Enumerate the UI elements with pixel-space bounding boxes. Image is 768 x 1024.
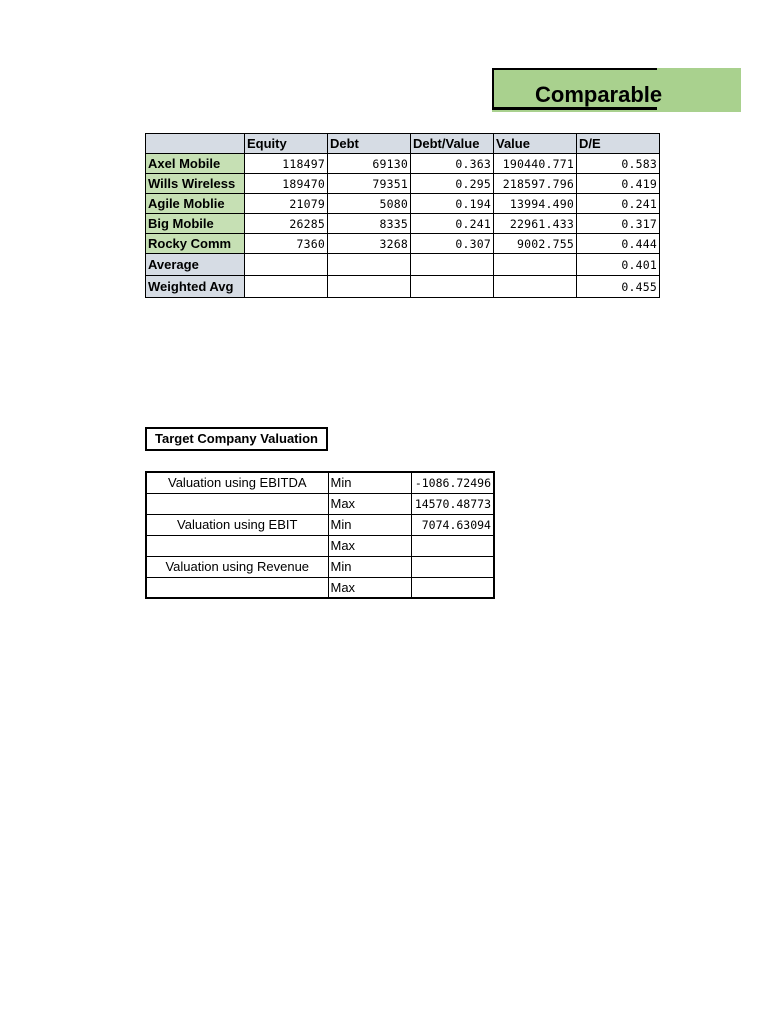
company-name-cell[interactable]: Agile Moblie <box>146 194 245 214</box>
method-cell[interactable] <box>146 493 328 514</box>
table-header-row <box>146 134 660 154</box>
comparables-table <box>145 133 660 298</box>
bound-cell[interactable]: Max <box>328 535 411 556</box>
empty-cell[interactable] <box>328 254 411 276</box>
table-row <box>146 214 660 234</box>
company-name-cell[interactable]: Axel Mobile <box>146 154 245 174</box>
weighted-de-cell[interactable]: 0.455 <box>577 276 660 298</box>
bound-cell[interactable]: Max <box>328 577 411 598</box>
method-cell[interactable]: Valuation using EBITDA <box>146 472 328 493</box>
table-row <box>146 556 494 577</box>
table-row <box>146 493 494 514</box>
header-cell[interactable]: Debt <box>328 134 411 154</box>
equity-cell[interactable]: 21079 <box>245 194 328 214</box>
bound-cell[interactable]: Min <box>328 514 411 535</box>
table-row <box>146 194 660 214</box>
debt-value-cell[interactable]: 0.307 <box>411 234 494 254</box>
valuation-value-cell[interactable] <box>411 556 494 577</box>
bound-cell[interactable]: Min <box>328 556 411 577</box>
weighted-label-cell[interactable]: Weighted Avg <box>146 276 245 298</box>
header-cell[interactable]: D/E <box>577 134 660 154</box>
average-label-cell[interactable]: Average <box>146 254 245 276</box>
valuation-value-cell[interactable]: 14570.48773 <box>411 493 494 514</box>
empty-cell[interactable] <box>245 276 328 298</box>
de-cell[interactable]: 0.444 <box>577 234 660 254</box>
method-cell[interactable]: Valuation using EBIT <box>146 514 328 535</box>
equity-cell[interactable]: 189470 <box>245 174 328 194</box>
empty-cell[interactable] <box>411 276 494 298</box>
target-valuation-label[interactable]: Target Company Valuation <box>145 427 328 451</box>
empty-cell[interactable] <box>494 276 577 298</box>
de-cell[interactable]: 0.241 <box>577 194 660 214</box>
value-cell[interactable]: 13994.490 <box>494 194 577 214</box>
debt-value-cell[interactable]: 0.241 <box>411 214 494 234</box>
debt-value-cell[interactable]: 0.194 <box>411 194 494 214</box>
company-name-cell[interactable]: Rocky Comm <box>146 234 245 254</box>
debt-cell[interactable]: 79351 <box>328 174 411 194</box>
value-cell[interactable]: 9002.755 <box>494 234 577 254</box>
table-row <box>146 174 660 194</box>
empty-cell[interactable] <box>245 254 328 276</box>
table-row <box>146 234 660 254</box>
method-cell[interactable] <box>146 577 328 598</box>
table-row <box>146 472 494 493</box>
valuation-value-cell[interactable] <box>411 577 494 598</box>
valuation-value-cell[interactable]: 7074.63094 <box>411 514 494 535</box>
debt-cell[interactable]: 3268 <box>328 234 411 254</box>
de-cell[interactable]: 0.583 <box>577 154 660 174</box>
average-de-cell[interactable]: 0.401 <box>577 254 660 276</box>
header-cell[interactable] <box>146 134 245 154</box>
table-row <box>146 577 494 598</box>
header-cell[interactable]: Value <box>494 134 577 154</box>
debt-cell[interactable]: 5080 <box>328 194 411 214</box>
page-title: Comparable <box>535 82 663 107</box>
table-row <box>146 154 660 174</box>
empty-cell[interactable] <box>328 276 411 298</box>
equity-cell[interactable]: 26285 <box>245 214 328 234</box>
company-name-cell[interactable]: Big Mobile <box>146 214 245 234</box>
debt-cell[interactable]: 8335 <box>328 214 411 234</box>
debt-value-cell[interactable]: 0.363 <box>411 154 494 174</box>
debt-value-cell[interactable]: 0.295 <box>411 174 494 194</box>
de-cell[interactable]: 0.419 <box>577 174 660 194</box>
empty-cell[interactable] <box>494 254 577 276</box>
company-name-cell[interactable]: Wills Wireless <box>146 174 245 194</box>
de-cell[interactable]: 0.317 <box>577 214 660 234</box>
header-cell[interactable]: Debt/Value <box>411 134 494 154</box>
method-cell[interactable]: Valuation using Revenue <box>146 556 328 577</box>
valuation-value-cell[interactable] <box>411 535 494 556</box>
value-cell[interactable]: 22961.433 <box>494 214 577 234</box>
weighted-avg-row <box>146 276 660 298</box>
valuation-table <box>145 471 495 599</box>
table-row <box>146 535 494 556</box>
value-cell[interactable]: 218597.796 <box>494 174 577 194</box>
method-cell[interactable] <box>146 535 328 556</box>
equity-cell[interactable]: 118497 <box>245 154 328 174</box>
bound-cell[interactable]: Max <box>328 493 411 514</box>
valuation-value-cell[interactable]: -1086.72496 <box>411 472 494 493</box>
bound-cell[interactable]: Min <box>328 472 411 493</box>
equity-cell[interactable]: 7360 <box>245 234 328 254</box>
empty-cell[interactable] <box>411 254 494 276</box>
average-row <box>146 254 660 276</box>
debt-cell[interactable]: 69130 <box>328 154 411 174</box>
header-cell[interactable]: Equity <box>245 134 328 154</box>
value-cell[interactable]: 190440.771 <box>494 154 577 174</box>
table-row <box>146 514 494 535</box>
